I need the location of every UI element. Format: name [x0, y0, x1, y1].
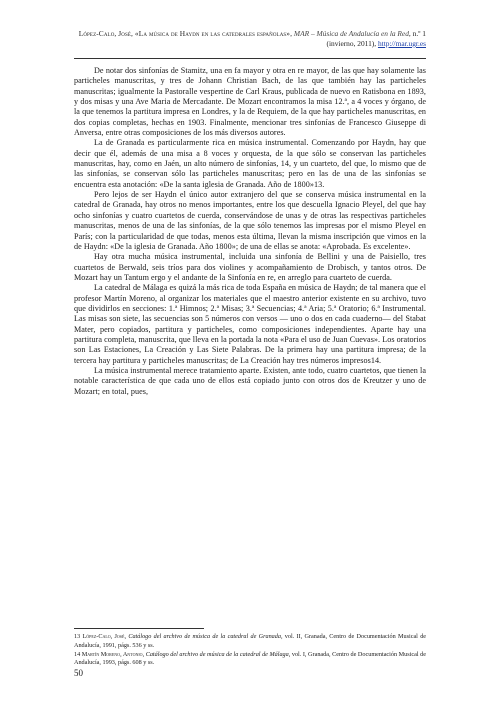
- body-text: [74, 66, 426, 397]
- footnote-number: 13: [74, 633, 81, 640]
- paragraph: Pero lejos de ser Haydn el único autor extranjero del que se conserva música instrumental en la catedral de Granada, hay otros no menos importantes, entre los que descuella Ignacio Pleyel, del que hay ocho sinfonías y cuatro cuartetos de cuerda, conservándose de unas y de otras las respectivas particheles manuscritas, menos de una de las sinfonías, de la que sólo tenemos las impresas por el mismo Pleyel en París; con la particularidad de que todas, menos esta última, llevan la misma inscripción que vimos en la de Haydn: «De la iglesia de Granada. Año 1800»; de una de ellas se anota: «Aprobada. Es excelente».: [74, 190, 426, 251]
- paragraph: La de Granada es particularmente rica en música instrumental. Comenzando por Haydn, hay que decir que él, además de una misa a 8 voces y orquesta, de la que sólo se conservan las particheles manuscritas, hay, como en Jaén, un alto número de sinfonías, 14, y un cuarteto, del que, lo mismo que de las sinfonías, se conservan sólo las particheles manuscritas; pero en las de una de las sinfonías se encuentra esta anotación: «De la santa iglesia de Granada. Año de 1800»13.: [74, 138, 426, 189]
- running-header: [74, 29, 426, 49]
- paragraph: La catedral de Málaga es quizá la más rica de toda España en música de Haydn; de tal manera que el profesor Martín Moreno, al organizar los materiales que el maestro anterior existente en su archivo, tuvo que dividirlos en secciones: 1.ª Himnos; 2.ª Misas; 3.ª Secuencias; 4.ª Aria; 5.ª Oratorio; 6.ª Instrumental. Las misas son siete, las secuencias son 5 números con versos — uno o dos en cada cuaderno— del Stabat Mater, pero copiados, partitura y particheles, como composiciones independientes. Aparte hay una partitura completa, manuscrita, que lleva en la portada la nota «Para el uso de Juan Cuevas». Los oratorios son Las Estaciones, La Creación y Las Siete Palabras. De la primera hay una partitura impresa; de la tercera hay partitura y particheles manuscritas; de La Creación hay tres números impresos14.: [74, 283, 427, 365]
- footnote-title: Catálogo del archivo de música de la catedral de Málaga,: [145, 650, 291, 658]
- footnote-author: Martín Moreno, Antonio,: [81, 650, 145, 658]
- paragraph: De notar dos sinfonías de Stamitz, una en fa mayor y otra en re mayor, de las que hay solamente las particheles manuscritas, y tres de Johann Christian Bach, de las que también hay las particheles manuscritas; igualmente la Pastoralle vespertine de Carl Kraus, publicada de nuevo en Ratisbona en 1893, y dos misas y una Ave Maria de Mercadante. De Mozart encontramos la misa 12.ª, a 4 voces y órgano, de la que tenemos la partitura impresa en Londres, y la de Requiem, de la que hay particheles manuscritas, en dos copias completas, hechas en 1903. Finalmente, mencionar tres sinfonías de Francesco Giuseppe di Anversa, entre otras composiciones de los más diversos autores.: [74, 66, 426, 138]
- page-number: 50: [74, 668, 83, 678]
- paragraph: Hay otra mucha música instrumental, incluida una sinfonía de Bellini y una de Paisiello, tres cuartetos de Berwald, seis tríos para dos violines y acompañamiento de Drobisch, y tantos otros. De Mozart hay un Tantum ergo y el andante de la Sinfonía en re, en arreglo para cuarteto de cuerda.: [74, 252, 426, 282]
- footnote-rule: [74, 628, 204, 629]
- footnote: [74, 651, 426, 669]
- footnotes: [74, 633, 426, 668]
- footnote: [74, 633, 426, 651]
- footnote-author: López-Calo, José,: [82, 633, 127, 640]
- footnote-rest: vol. II, Granada, Centro de Documentación Musical de Andalucía, 1991, págs. 536 y ss.: [74, 633, 427, 649]
- header-journal: MAR – Música de Andalucía en la Red: [293, 29, 409, 38]
- header-issue: , n.º 1 (invierno, 2011),: [326, 29, 426, 48]
- paragraph: La música instrumental merece tratamiento aparte. Existen, ante todo, cuatro cuartetos, que tienen la notable característica de que cada uno de ellos está copiado junto con otros dos de Kreutzer y uno de Mozart; en total, pues,: [74, 365, 426, 396]
- header-rule: [74, 58, 426, 59]
- footnote-number: 14: [74, 650, 81, 658]
- header-citation: López-Calo, José, «La música de Haydn en las catedrales españolas»,: [78, 29, 293, 38]
- footnote-title: Catálogo del archivo de música de la catedral de Granada,: [128, 633, 283, 640]
- header-link[interactable]: http://mar.ugr.es: [377, 39, 426, 48]
- footnote-rest: vol. I, Granada, Centro de Documentación Musical de Andalucía, 1993, págs. 608 y ss.: [74, 650, 426, 667]
